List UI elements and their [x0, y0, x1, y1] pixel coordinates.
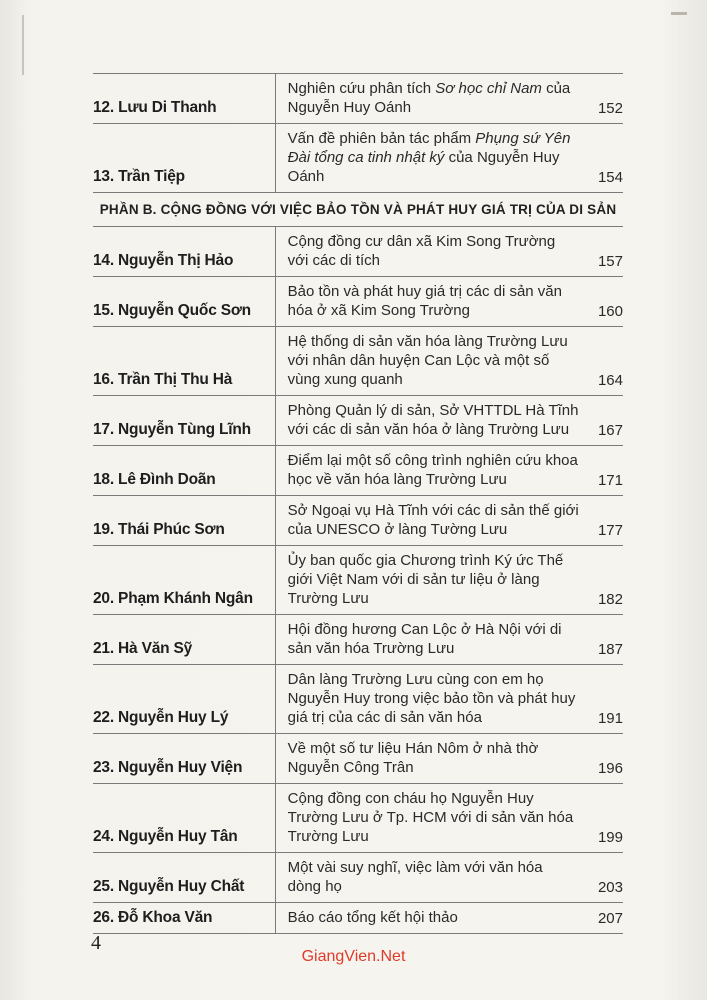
toc-title: Phòng Quản lý di sản, Sở VHTTDL Hà Tĩnh với các di sản văn hóa ở làng Trường Lưu — [275, 396, 579, 446]
toc-page-number: 167 — [579, 396, 623, 446]
toc-page-number: 157 — [579, 227, 623, 277]
part-b-heading: PHẦN B. CỘNG ĐỒNG VỚI VIỆC BẢO TỒN VÀ PHÁT HUY GIÁ TRỊ CỦA DI SẢN — [93, 193, 623, 227]
toc-page-number: 187 — [579, 615, 623, 665]
toc-author: 25. Nguyễn Huy Chất — [93, 853, 275, 903]
toc-row — [93, 615, 623, 665]
toc-row — [93, 277, 623, 327]
toc-row — [93, 396, 623, 446]
toc-page-number: 199 — [579, 784, 623, 853]
toc-author: 26. Đỗ Khoa Văn — [93, 903, 275, 934]
toc-author: 14. Nguyễn Thị Hảo — [93, 227, 275, 277]
toc-page-number: 191 — [579, 665, 623, 734]
toc-row — [93, 327, 623, 396]
table-of-contents — [93, 73, 623, 934]
toc-author: 18. Lê Đình Doãn — [93, 446, 275, 496]
toc-row — [93, 496, 623, 546]
toc-author: 22. Nguyễn Huy Lý — [93, 665, 275, 734]
toc-title: Nghiên cứu phân tích Sơ học chỉ Nam của Nguyễn Huy Oánh — [275, 74, 579, 124]
toc-title: Hội đồng hương Can Lộc ở Hà Nội với di sản văn hóa Trường Lưu — [275, 615, 579, 665]
toc-page-number: 154 — [579, 124, 623, 193]
toc-row — [93, 74, 623, 124]
toc-title: Điểm lại một số công trình nghiên cứu khoa học về văn hóa làng Trường Lưu — [275, 446, 579, 496]
page-edge-mark — [22, 15, 24, 75]
toc-author: 21. Hà Văn Sỹ — [93, 615, 275, 665]
toc-author: 13. Trần Tiệp — [93, 124, 275, 193]
toc-row — [93, 124, 623, 193]
toc-title: Cộng đồng cư dân xã Kim Song Trường với các di tích — [275, 227, 579, 277]
toc-title: Vấn đề phiên bản tác phẩm Phụng sứ Yên Đài tổng ca tinh nhật ký của Nguyễn Huy Oánh — [275, 124, 579, 193]
toc-page-number: 177 — [579, 496, 623, 546]
toc-author: 15. Nguyễn Quốc Sơn — [93, 277, 275, 327]
toc-row — [93, 546, 623, 615]
toc-title: Sở Ngoại vụ Hà Tĩnh với các di sản thế giới của UNESCO ở làng Tường Lưu — [275, 496, 579, 546]
toc-author: 17. Nguyễn Tùng Lĩnh — [93, 396, 275, 446]
toc-row — [93, 903, 623, 934]
toc-row — [93, 446, 623, 496]
toc-row — [93, 665, 623, 734]
toc-title: Cộng đồng con cháu họ Nguyễn Huy Trường Lưu ở Tp. HCM với di sản văn hóa Trường Lưu — [275, 784, 579, 853]
corner-mark — [671, 12, 687, 15]
toc-row — [93, 227, 623, 277]
watermark: GiangVien.Net — [301, 948, 406, 965]
toc-row — [93, 853, 623, 903]
toc-title: Hệ thống di sản văn hóa làng Trường Lưu với nhân dân huyện Can Lộc và một số vùng xung quanh — [275, 327, 579, 396]
toc-title: Báo cáo tổng kết hội thảo — [275, 903, 579, 934]
page-folio: 4 — [91, 932, 101, 954]
toc-author: 24. Nguyễn Huy Tân — [93, 784, 275, 853]
toc-title: Một vài suy nghĩ, việc làm với văn hóa dòng họ — [275, 853, 579, 903]
toc-title: Dân làng Trường Lưu cùng con em họ Nguyễn Huy trong việc bảo tồn và phát huy giá trị của các di sản văn hóa — [275, 665, 579, 734]
part-heading-row — [93, 193, 623, 227]
toc-title: Ủy ban quốc gia Chương trình Ký ức Thế giới Việt Nam với di sản tư liệu ở làng Trường Lưu — [275, 546, 579, 615]
toc-title: Bảo tồn và phát huy giá trị các di sản văn hóa ở xã Kim Song Trường — [275, 277, 579, 327]
toc-author: 20. Phạm Khánh Ngân — [93, 546, 275, 615]
toc-page-number: 160 — [579, 277, 623, 327]
toc-author: 19. Thái Phúc Sơn — [93, 496, 275, 546]
toc-author: 16. Trần Thị Thu Hà — [93, 327, 275, 396]
toc-row — [93, 784, 623, 853]
toc-author: 12. Lưu Di Thanh — [93, 74, 275, 124]
toc-page-number: 196 — [579, 734, 623, 784]
toc-page-number: 207 — [579, 903, 623, 934]
toc-page-number: 164 — [579, 327, 623, 396]
toc-page-number: 152 — [579, 74, 623, 124]
toc-page-number: 203 — [579, 853, 623, 903]
toc-page-number: 171 — [579, 446, 623, 496]
toc-author: 23. Nguyễn Huy Viện — [93, 734, 275, 784]
toc-row — [93, 734, 623, 784]
toc-title: Về một số tư liệu Hán Nôm ở nhà thờ Nguyễn Công Trân — [275, 734, 579, 784]
toc-page-number: 182 — [579, 546, 623, 615]
